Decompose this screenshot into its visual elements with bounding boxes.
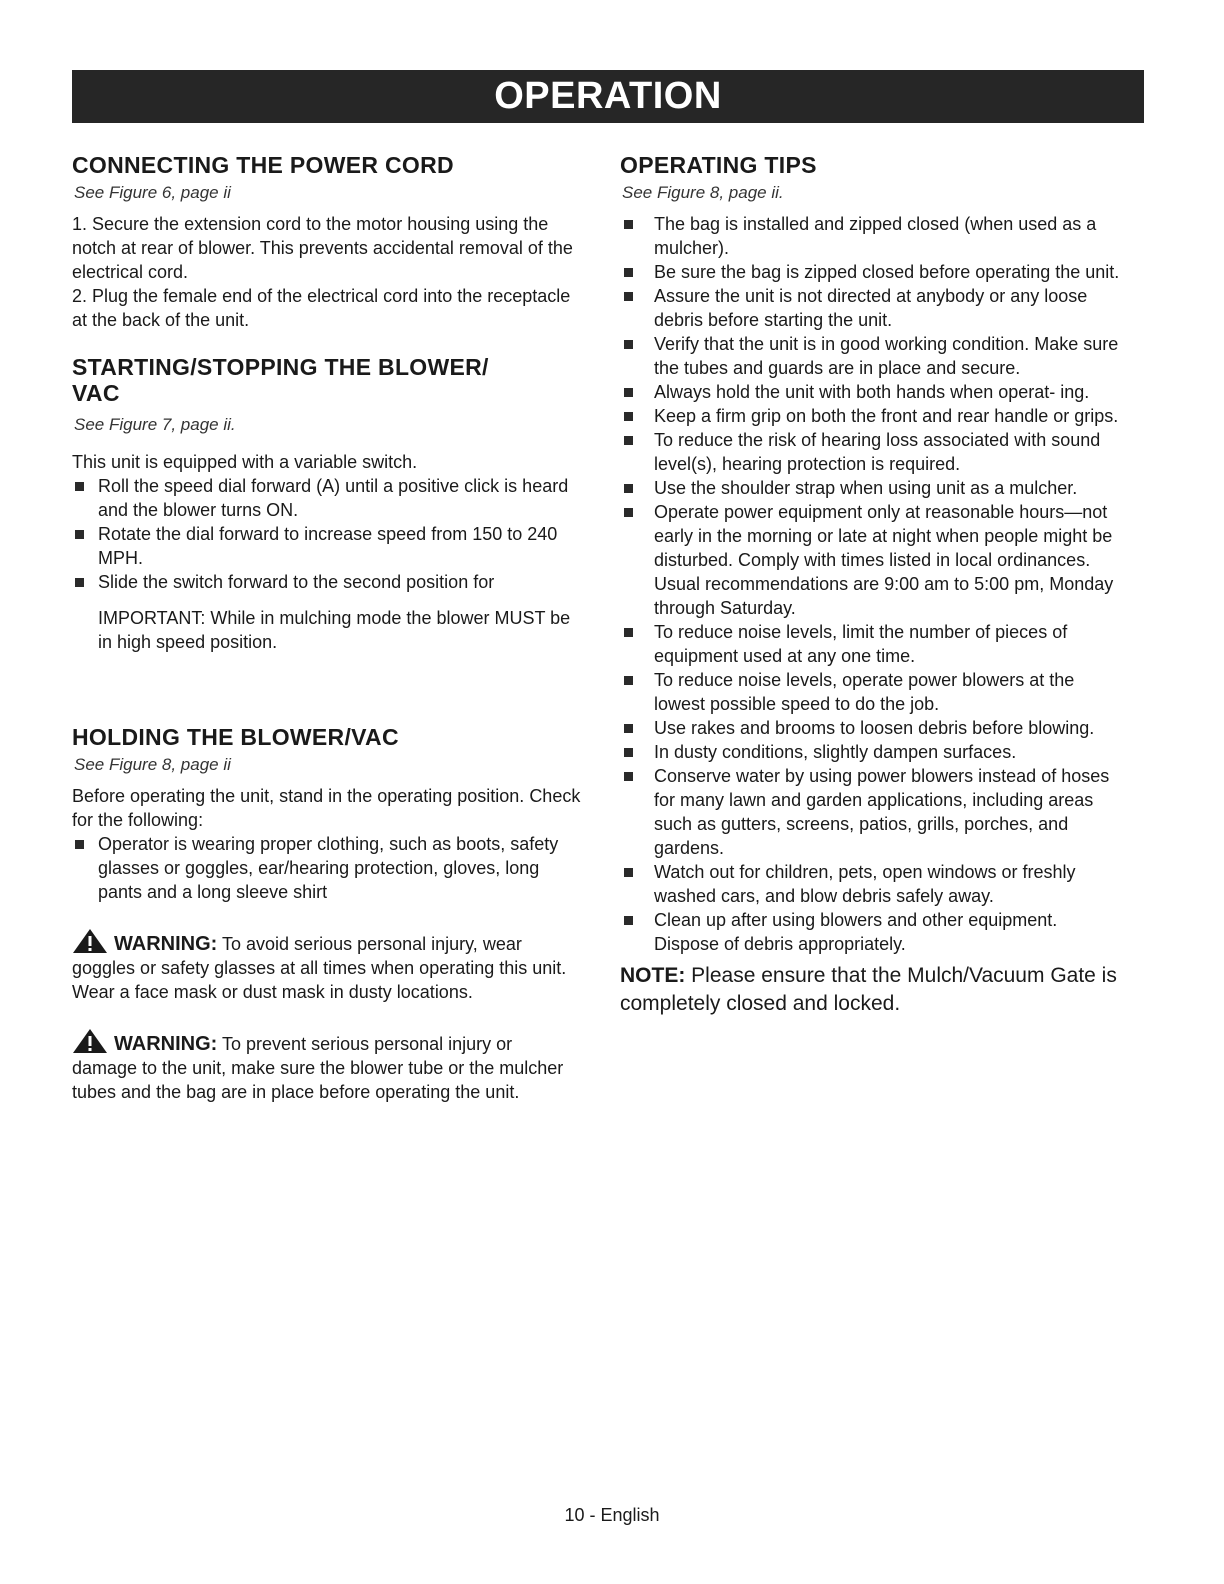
square-bullet-icon [624,292,633,301]
operating-tips-heading: OPERATING TIPS [620,152,817,178]
section-title: OPERATION [494,75,722,117]
figure-reference: See Figure 8, page ii [74,755,231,774]
square-bullet-icon [624,340,633,349]
list-item: Keep a firm grip on both the front and rear handle or grips. [620,404,1120,428]
starting-list [72,474,582,594]
warning-label: WARNING: [114,1033,218,1055]
square-bullet-icon [75,578,84,587]
list-item: Be sure the bag is zipped closed before operating the unit. [620,260,1120,284]
list-item: Roll the speed dial forward (A) until a positive click is heard and the blower turns ON. [72,474,582,522]
list-item: Use rakes and brooms to loosen debris before blowing. [620,716,1120,740]
power-cord-heading: CONNECTING THE POWER CORD [72,152,454,178]
list-item: Operate power equipment only at reasonable hours—not early in the morning or late at night when people might be disturbed. Comply with times listed in local ordinances. Usual recommendations are 9:00 am to 5:00 pm, Monday through Saturday. [620,500,1120,620]
right-column [620,152,1120,1018]
square-bullet-icon [624,220,633,229]
starting-section [72,354,582,654]
list-item: Use the shoulder strap when using unit as a mulcher. [620,476,1120,500]
operating-tips-list [620,212,1120,956]
list-item: The bag is installed and zipped closed (when used as a mulcher). [620,212,1120,260]
list-item: Assure the unit is not directed at anybody or any loose debris before starting the unit. [620,284,1120,332]
holding-heading: HOLDING THE BLOWER/VAC [72,724,399,750]
square-bullet-icon [624,628,633,637]
note-text: Please ensure that the Mulch/Vacuum Gate is completely closed and locked. [620,964,1117,1015]
note [620,962,1120,1018]
warning-label: WARNING: [114,933,218,955]
power-cord-section [72,152,582,332]
warning-triangle-icon [72,928,108,954]
list-item: Slide the switch forward to the second position for [72,570,582,594]
starting-intro: This unit is equipped with a variable switch. [72,452,418,472]
holding-list [72,832,582,904]
square-bullet-icon [75,482,84,491]
figure-reference: See Figure 7, page ii. [74,415,236,434]
important-note: IMPORTANT: While in mulching mode the blower MUST be in high speed position. [98,608,571,652]
square-bullet-icon [75,530,84,539]
section-banner [72,70,1144,123]
warning-2 [72,1028,582,1104]
note-label: NOTE: [620,964,686,987]
list-item: Always hold the unit with both hands when operat- ing. [620,380,1120,404]
square-bullet-icon [75,840,84,849]
square-bullet-icon [624,508,633,517]
square-bullet-icon [624,268,633,277]
list-item: Clean up after using blowers and other equipment. Dispose of debris appropriately. [620,908,1120,956]
figure-reference: See Figure 6, page ii [74,183,231,202]
list-item: In dusty conditions, slightly dampen surfaces. [620,740,1120,764]
page-footer: 10 - English [564,1505,660,1525]
square-bullet-icon [624,484,633,493]
warning-1 [72,928,582,1004]
square-bullet-icon [624,412,633,421]
figure-reference: See Figure 8, page ii. [622,183,784,202]
list-item: Conserve water by using power blowers instead of hoses for many lawn and garden applications, including areas such as gutters, screens, patios, grills, porches, and gardens. [620,764,1120,860]
step-1: 1. Secure the extension cord to the motor housing using the notch at rear of blower. This prevents accidental removal of the electrical cord. [72,214,573,282]
list-item: Verify that the unit is in good working condition. Make sure the tubes and guards are in place and secure. [620,332,1120,380]
step-2: 2. Plug the female end of the electrical cord into the receptacle at the back of the unit. [72,286,571,330]
square-bullet-icon [624,868,633,877]
list-item: To reduce noise levels, operate power blowers at the lowest possible speed to do the job. [620,668,1120,716]
list-item: Operator is wearing proper clothing, such as boots, safety glasses or goggles, ear/hearing protection, gloves, long pants and a long sleeve shirt [72,832,582,904]
holding-section [72,724,582,1104]
warning-text: To prevent serious personal injury or damage to the unit, make sure the blower tube or the mulcher tubes and the bag are in place before operating the unit. [72,1034,564,1102]
warning-text: To avoid serious personal injury, wear goggles or safety glasses at all times when operating this unit. Wear a face mask or dust mask in dusty locations. [72,934,567,1002]
warning-triangle-icon [72,1028,108,1054]
square-bullet-icon [624,748,633,757]
square-bullet-icon [624,916,633,925]
list-item: To reduce noise levels, limit the number of pieces of equipment used at any one time. [620,620,1120,668]
list-item: To reduce the risk of hearing loss associated with sound level(s), hearing protection is required. [620,428,1120,476]
square-bullet-icon [624,436,633,445]
square-bullet-icon [624,388,633,397]
list-item: Rotate the dial forward to increase speed from 150 to 240 MPH. [72,522,582,570]
square-bullet-icon [624,772,633,781]
list-item: Watch out for children, pets, open windows or freshly washed cars, and blow debris safely away. [620,860,1120,908]
square-bullet-icon [624,724,633,733]
left-column [72,152,582,1126]
starting-heading: STARTING/STOPPING THE BLOWER/ VAC [72,354,489,406]
holding-intro: Before operating the unit, stand in the operating position. Check for the following: [72,786,581,830]
square-bullet-icon [624,676,633,685]
